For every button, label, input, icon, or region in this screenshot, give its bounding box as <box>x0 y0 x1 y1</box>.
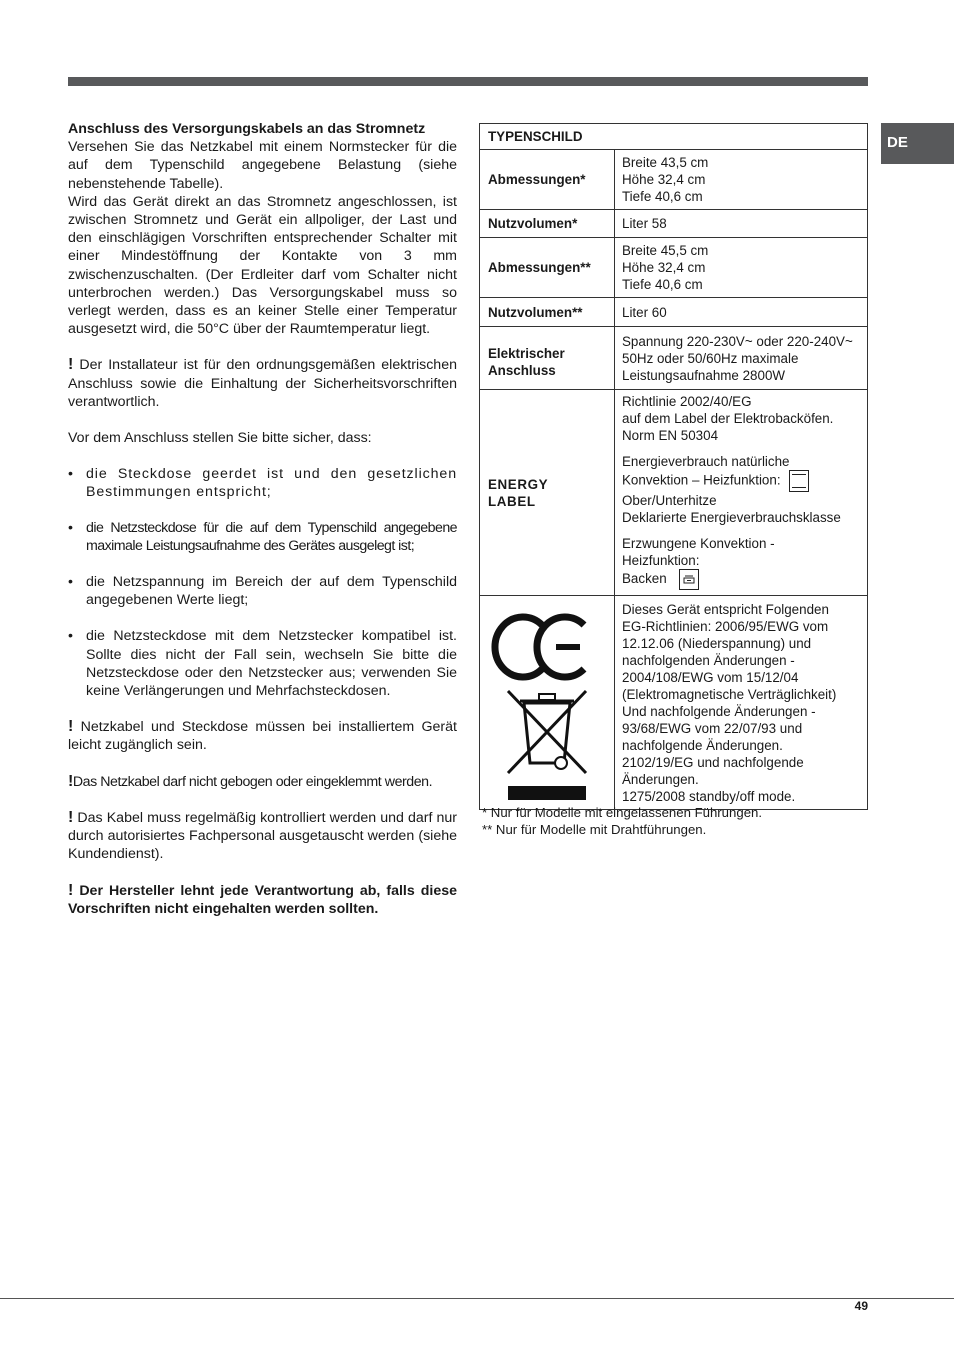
warning-mark: ! <box>68 356 74 374</box>
checklist <box>68 465 457 700</box>
list-item: • die Netzsteckdose für die auf dem Typenschild angegebene maximale Leistungsaufnahme des Gerätes ausgelegt ist; <box>68 519 457 554</box>
row-label: Nutzvolumen* <box>480 210 615 238</box>
page-number: 49 <box>854 1299 868 1313</box>
table-row <box>480 238 868 298</box>
weee-bin-icon <box>508 691 586 800</box>
warning-installer-text: Der Installateur ist für den ordnungsgemäßen elektrischen Anschluss sowie die Einhaltung der Sicherheitsvorschriften verantwortlich. <box>68 357 457 410</box>
energy-value: Richtlinie 2002/40/EG auf dem Label der Elektrobacköfen. Norm EN 50304 Energieverbrauch natürliche Konvektion – Heizfunktion: Ober/Unterhitze Deklarierte Energieverbrauchsklasse Erzwungene Konvektion - Heizfunktion: Backen <box>615 390 868 596</box>
warning-installer <box>68 356 457 411</box>
footnotes <box>482 804 762 838</box>
footnote: * Nur für Modelle mit eingelassenen Führungen. <box>482 805 763 820</box>
row-label: Elektrischer Anschluss <box>480 327 615 390</box>
table-row <box>480 327 868 390</box>
section-heading: Anschluss des Versorgungskabels an das Stromnetz <box>68 121 426 137</box>
warning-not-bent: !Das Netzkabel darf nicht gebogen oder eingeklemmt werden. <box>68 772 433 790</box>
row-label: Abmessungen* <box>480 150 615 210</box>
top-rule <box>68 77 868 86</box>
rating-plate-table <box>479 123 868 810</box>
table-row <box>480 150 868 210</box>
left-column <box>68 120 457 918</box>
energy-label: ENERGY LABEL <box>480 390 615 596</box>
table-row <box>480 210 868 238</box>
list-item: • die Netzspannung im Bereich der auf dem Typenschild angegebenen Werte liegt; <box>68 574 457 609</box>
conformity-marks <box>480 596 615 810</box>
table-header: TYPENSCHILD <box>480 124 868 150</box>
bottom-rule <box>0 1298 954 1299</box>
language-tab: DE <box>881 123 954 164</box>
warning-liability: ! Der Hersteller lehnt jede Verantwortung ab, falls diese Vorschriften nicht eingehalten werden sollten. <box>68 881 457 917</box>
row-value: Spannung 220-230V~ oder 220-240V~ 50Hz oder 50/60Hz maximale Leistungsaufnahme 2800W <box>615 327 868 390</box>
paragraph-direct-connection: Wird das Gerät direkt an das Stromnetz angeschlossen, ist zwischen Stromnetz und Gerät ein allpoliger, der Last und den einschlägigen Vorschriften entsprechender Schalter mit einer Mindestöffnung der Kontakte von 3 mm zwischenzuschalten. (Der Erdleiter darf vom Schalter nicht unterbrochen werden.) Das Versorgungskabel muss so verlegt werden, dass es an keiner Stelle einer Temperatur ausgesetzt wird, die 50°C über der Raumtemperatur liegt. <box>68 193 457 338</box>
row-value: Breite 43,5 cm Höhe 32,4 cm Tiefe 40,6 cm <box>615 150 868 210</box>
conformity-text: Dieses Gerät entspricht Folgenden EG-Richtlinien: 2006/95/EWG vom 12.12.06 (Niederspannung) und nachfolgenden Änderungen - 2004/108/EWG vom 15/12/04 (Elektromagnetische Verträglichkeit) Und nachfolgende Änderungen - 93/68/EWG vom 22/07/93 und nachfolgende Änderungen. 2102/19/EG und nachfolgende Änderungen. 1275/2008 standby/off mode. <box>615 596 868 810</box>
energy-label-row <box>480 390 868 596</box>
top-bottom-heat-icon <box>789 470 809 492</box>
row-value: Liter 60 <box>615 298 868 327</box>
row-value: Liter 58 <box>615 210 868 238</box>
table-row <box>480 298 868 327</box>
fan-bake-icon <box>679 569 699 590</box>
checklist-intro: Vor dem Anschluss stellen Sie bitte sicher, dass: <box>68 430 372 447</box>
list-item: • die Netzsteckdose mit dem Netzstecker kompatibel ist. Sollte dies nicht der Fall sein, wechseln Sie bitte die Netzsteckdose oder den Netzstecker aus; verwenden Sie keine Verlängerungen und Mehrfachsteckdosen. <box>68 628 457 700</box>
paragraph-plug: Versehen Sie das Netzkabel mit einem Normstecker für die auf dem Typenschild angegebene Belastung (siehe nebenstehende Tabelle). <box>68 139 457 192</box>
ce-mark-icon <box>495 617 584 677</box>
row-label: Abmessungen** <box>480 238 615 298</box>
conformity-row <box>480 596 868 810</box>
row-value: Breite 45,5 cm Höhe 32,4 cm Tiefe 40,6 cm <box>615 238 868 298</box>
warning-accessible: ! Netzkabel und Steckdose müssen bei installiertem Gerät leicht zugänglich sein. <box>68 718 457 754</box>
warning-inspection: ! Das Kabel muss regelmäßig kontrolliert werden und darf nur durch autorisiertes Fachpersonal ausgetauscht werden (siehe Kundendienst). <box>68 808 457 863</box>
list-item: • die Steckdose geerdet ist und den gesetzlichen Bestimmungen entspricht; <box>68 466 457 501</box>
footnote: ** Nur für Modelle mit Drahtführungen. <box>482 822 707 837</box>
row-label: Nutzvolumen** <box>480 298 615 327</box>
